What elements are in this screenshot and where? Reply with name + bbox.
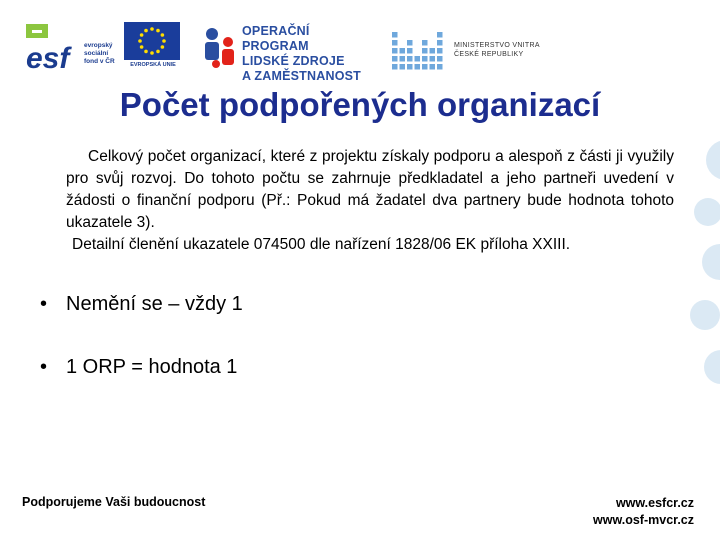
ministry-dot <box>392 56 398 62</box>
decorative-circle <box>694 198 720 226</box>
decorative-circle <box>704 350 720 384</box>
footer-link-esfcr[interactable]: www.esfcr.cz <box>615 496 694 510</box>
esf-logo <box>24 20 124 74</box>
op-logo <box>202 22 377 83</box>
ministry-dot <box>407 64 413 70</box>
ministry-text: MINISTERSTVO VNITRA ČESKÉ REPUBLIKY <box>454 42 540 58</box>
op-text: OPERAČNÍ PROGRAM LIDSKÉ ZDROJE A ZAMĚSTNANOST <box>242 24 361 83</box>
ministry-dot <box>407 40 413 46</box>
bullet-symbol: • <box>40 293 48 315</box>
eu-star-icon <box>140 45 144 49</box>
eu-star-icon <box>162 39 166 43</box>
ministry-dot <box>392 32 398 38</box>
ministry-dot <box>437 48 443 54</box>
ministry-dot <box>422 64 428 70</box>
ministry-logo <box>392 24 552 72</box>
ministry-dot <box>415 64 421 70</box>
eu-text: EVROPSKÁ UNIE <box>130 62 176 68</box>
decorative-circle <box>702 244 720 280</box>
ministry-dot <box>392 64 398 70</box>
ministry-dot <box>392 40 398 46</box>
ministry-dot <box>400 56 406 62</box>
eu-star-icon <box>140 33 144 37</box>
eu-flag-icon <box>124 22 180 60</box>
eu-star-icon <box>150 51 154 55</box>
ministry-dot <box>407 48 413 54</box>
ministry-dot <box>400 48 406 54</box>
footer-link-osf-mvcr[interactable]: www.osf-mvcr.cz <box>593 513 694 527</box>
bullet-item <box>40 292 243 316</box>
eu-star-icon <box>161 45 165 49</box>
esf-mark-icon <box>24 22 84 72</box>
ministry-dot <box>437 56 443 62</box>
eu-star-icon <box>156 29 160 33</box>
esf-text: evropský sociální fond v ČR <box>84 42 115 65</box>
slide-title: Počet podpořených organizací <box>119 86 601 123</box>
eu-logo <box>124 22 182 74</box>
ministry-dot <box>392 48 398 54</box>
bullet-text: Nemění se – vždy 1 <box>66 293 243 315</box>
ministry-dot <box>437 64 443 70</box>
svg-text:esf: esf <box>26 42 70 72</box>
ministry-dot <box>422 48 428 54</box>
footer-slogan: Podporujeme Vaši budoucnost <box>22 495 206 509</box>
bullet-text: 1 ORP = hodnota 1 <box>66 356 238 378</box>
bullet-item <box>40 355 237 379</box>
decorative-circle <box>706 140 720 180</box>
ministry-dot <box>430 64 436 70</box>
decorative-circle <box>690 300 720 330</box>
eu-star-icon <box>156 50 160 54</box>
ministry-dot <box>400 64 406 70</box>
eu-star-icon <box>144 29 148 33</box>
description-paragraph: Celkový počet organizací, které z projektu získaly podporu a alespoň z části ji využily pro svůj rozvoj. Do tohoto počtu se zahrnuje předkladatel a jeho partneři uvedení v žádosti o finanční podporu (Př.: Pokud má žadatel dva partnery bude hodnota tohoto ukazatele 3). <box>66 148 674 231</box>
bullet-symbol: • <box>40 356 48 378</box>
op-people-icon <box>202 24 238 72</box>
ministry-mark-icon <box>392 24 446 70</box>
eu-star-icon <box>150 27 154 31</box>
ministry-dot <box>407 56 413 62</box>
footer-links <box>593 495 694 529</box>
ministry-dot <box>422 56 428 62</box>
eu-star-icon <box>161 33 165 37</box>
ministry-dot <box>430 56 436 62</box>
ministry-dot <box>422 40 428 46</box>
eu-star-icon <box>144 50 148 54</box>
ministry-dot <box>437 40 443 46</box>
detail-paragraph: Detailní členění ukazatele 074500 dle nařízení 1828/06 EK příloha XXIII. <box>72 236 571 253</box>
eu-star-icon <box>138 39 142 43</box>
ministry-dot <box>437 32 443 38</box>
ministry-dot <box>430 48 436 54</box>
ministry-dot <box>415 56 421 62</box>
